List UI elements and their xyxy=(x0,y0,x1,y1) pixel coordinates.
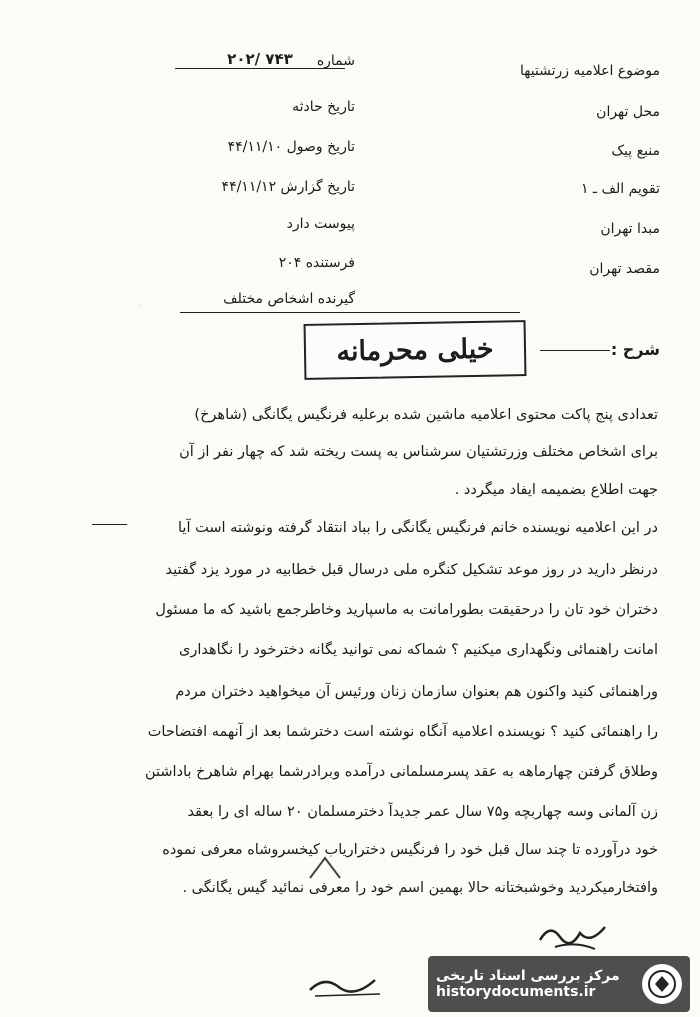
destination-field: مقصد تهران xyxy=(589,261,660,277)
margin-dash xyxy=(92,524,127,525)
body-line-10: وطلاق گرفتن چهارماهه به عقد پسرمسلمانی درآمده وبرادرشما بهرام شاهرخ باداشتن xyxy=(144,764,658,780)
body-line-7: امانت راهنمائی ونگهداری میکنیم ؟ شماکه نمی توانید یگانه دخترخود را نگاهداری xyxy=(179,642,658,658)
body-line-11: زن آلمانی وسه چهاربچه و۷۵ سال عمر جدیداً دخترمسلمان ۲۰ ساله ای را بعقد xyxy=(187,804,658,820)
receipt-date: تاریخ وصول ۴۴/۱۱/۱۰ xyxy=(227,139,355,155)
body-line-9: را راهنمائی کنید ؟ نویسنده اعلامیه آنگاه نوشته است دخترشما بعد از آنهمه افتضاحات xyxy=(147,724,658,740)
body-line-4: در این اعلامیه نویسنده خانم فرنگیس یگانگی را بباد انتقاد گرفته ونوشته است آیا xyxy=(178,520,658,536)
body-line-3: جهت اطلاع بضمیمه ایفاد میگردد . xyxy=(454,482,658,498)
body-line-6: دختران خود تان را درحقیقت بطورامانت به ماسپارید وخاطرجمع باشید که ما مسئول xyxy=(155,602,658,618)
report-date: تاریخ گزارش ۴۴/۱۱/۱۲ xyxy=(221,179,355,195)
source-field: منبع پیک xyxy=(611,143,660,159)
location-field: محل تهران xyxy=(596,104,660,120)
origin-field: مبدا تهران xyxy=(600,221,660,237)
reference-mark xyxy=(300,970,390,1000)
body-line-12: خود درآورده تا چند سال قبل خود را فرنگیس دختراریاب کیخسروشاه معرفی نموده xyxy=(162,842,658,858)
watermark-text xyxy=(436,968,620,1000)
description-dash xyxy=(540,350,610,351)
watermark-url: historydocuments.ir xyxy=(436,984,596,1000)
recipient-field: گیرنده اشخاص مختلف xyxy=(223,291,355,307)
sender-field: فرستنده ۲۰۴ xyxy=(278,255,355,271)
rating-field: تقویم الف ـ ۱ xyxy=(580,181,660,197)
classification-stamp: خیلی محرمانه xyxy=(304,320,527,380)
subject-field: موضوع اعلامیه زرتشتیها xyxy=(519,63,660,79)
incident-date-label: تاریخ حادثه xyxy=(292,99,355,115)
document-number: ۲۰۲/ ۷۴۳ xyxy=(175,50,345,69)
initials-mark xyxy=(300,848,350,888)
signature-mark xyxy=(535,915,615,955)
body-line-1: تعدادی پنج پاکت محتوی اعلامیه ماشین شده برعلیه فرنگیس یگانگی (شاهرخ) xyxy=(194,407,658,423)
header-separator xyxy=(180,312,520,313)
attachment-note: پیوست دارد xyxy=(286,216,355,232)
body-line-5: درنظر دارید در روز موعد تشکیل کنگره ملی درسال قبل خطابیه در مورد یزد گفتید xyxy=(165,562,658,578)
watermark-banner xyxy=(428,956,690,1012)
body-line-2: برای اشخاص مختلف وزرتشتیان سرشناس به پست ریخته شد که چهار نفر از آن xyxy=(179,444,658,460)
body-line-8: وراهنمائی کنید واکنون هم بعنوان سازمان زنان ورئیس آن میخواهید دختران مردم xyxy=(175,684,658,700)
body-line-13: وافتخارمیکردید وخوشبختانه حالا بهمین اسم خود را معرفی نمائید گیس یگانگی . xyxy=(182,880,658,896)
watermark-name: مرکز بررسی اسناد تاریخی xyxy=(436,968,620,984)
description-label: شرح : xyxy=(610,340,660,359)
archive-logo-icon xyxy=(642,964,682,1004)
number-label: شماره xyxy=(316,53,355,69)
